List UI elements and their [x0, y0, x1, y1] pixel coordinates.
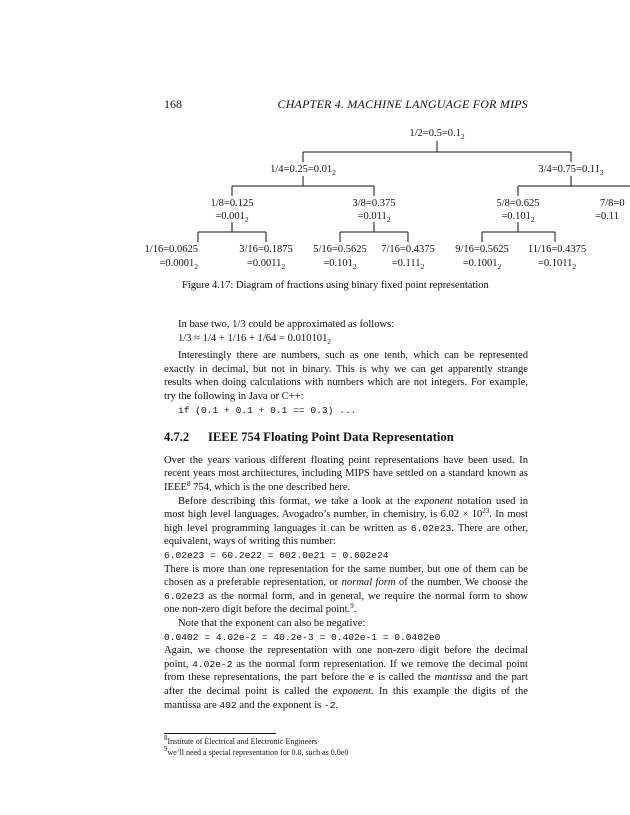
footnote-8: $^8$Institute of Electrical and Electronic Engineers [164, 734, 318, 746]
page-number: 168 [164, 97, 182, 111]
paragraph-one-tenth: Interestingly there are numbers, such as one tenth, which can be represented exactly in decimal, but not in binary. This is why we can get apparently strange results when doing calculations with numbers which are not integers. For example, try the following in Java or C++: [164, 350, 528, 403]
paragraph-negative-exponent: Note that the exponent can also be negative: [178, 617, 366, 629]
paragraph-mantissa: Again, we choose the representation with one non-zero digit before the decimal point, 4.02e-2 as the normal form representation. If we remove the decimal point from these representations, the part before the e is called the mantissa and the part after the decimal point is called the exponent. In this example the digits of the mantissa are 402 and the exponent is -2. [164, 645, 529, 711]
svg-text:9/16=0.5625: 9/16=0.5625 [455, 244, 509, 255]
svg-text:=0.1112: $=0.111_2$ [391, 258, 425, 271]
svg-text:7/16=0.4375: 7/16=0.4375 [381, 244, 435, 255]
footnote-rule [164, 733, 276, 734]
paragraph-ieee-intro: Over the years various different floating point representations have been used. In recent years most architectures, including MIPS have settled on a standard known as IEEE$^8$ 754, which is the one described here. [164, 454, 528, 494]
tree-node-quarter: $1/4=0.25=0.01_2$ [270, 164, 336, 177]
body-text [164, 318, 528, 712]
tree-node-5-16 [313, 244, 366, 271]
tree-node-7-16 [381, 244, 434, 271]
svg-text:=0.00012: $=0.0001_2$ [159, 258, 198, 271]
svg-text:=0.0012: $=0.001_2$ [215, 211, 249, 224]
tree-node-five-eighths [497, 198, 540, 224]
tree-node-seven-eighths [595, 198, 625, 222]
svg-text:=0.00112: $=0.0011_2$ [246, 258, 286, 271]
svg-text:11/16=0.4375: 11/16=0.4375 [527, 244, 587, 255]
svg-text:1/8=0.125: 1/8=0.125 [210, 198, 254, 209]
svg-text:3/16=0.1875: 3/16=0.1875 [239, 244, 293, 255]
tree-connectors [198, 141, 630, 242]
intro-paragraph: In base two, 1/3 could be approximated as follows: [178, 319, 395, 330]
tree-node-3-16 [239, 244, 292, 271]
paragraph-exponent-notation: Before describing this format, we take a look at the exponent notation used in most high level languages. Avogadro’s number, in chemistry, is $6.02 \times 10^{23}$. In most high level programming languages it can be written as 6.02e23. There are other, equivalent, ways of writing this number: [164, 495, 529, 548]
section-number: 4.7.2 [164, 430, 190, 445]
figure-caption: Figure 4.17: Diagram of fractions using binary fixed point representation [182, 280, 489, 291]
svg-text:=0.10112: $=0.1011_2$ [537, 258, 577, 271]
footnote-9: $^9$we’ll need a special representation for 0.0, such as 0.0e0 [164, 745, 349, 757]
svg-text:1/16=0.0625: 1/16=0.0625 [144, 244, 198, 255]
section-title: IEEE 754 Floating Point Data Representation [208, 430, 454, 445]
tree-node-eighth [211, 198, 254, 224]
tree-node-three-eighths [353, 198, 396, 224]
section-heading [164, 431, 528, 445]
tree-node-9-16 [455, 244, 508, 271]
tree-node-root: $1/2=0.5=0.1_2$ [409, 128, 465, 141]
tree-node-11-16 [528, 244, 586, 271]
footnote-ref-9: 9 [350, 602, 354, 611]
code-example-equivalent: 6.02e23 = 60.2e22 = 602.0e21 = 0.602e24 [164, 550, 389, 562]
paragraph-normal-form: There is more than one representation for the same number, but one of them can be chosen as a preferable representation, or normal form of the number. We choose the 6.02e23 as the normal form, and in general, we require the normal form to show one non-zero digit before the decimal point.$^9$. [164, 563, 528, 616]
svg-text:=0.0112: $=0.011_2$ [357, 211, 391, 224]
tree-node-three-quarters: $3/4=0.75=0.11_2$ [538, 164, 604, 177]
svg-text:5/8=0.625: 5/8=0.625 [496, 198, 540, 209]
tree-node-1-16 [145, 244, 199, 271]
svg-text:5/16=0.5625: 5/16=0.5625 [313, 244, 367, 255]
svg-text:=0.1012: $=0.101_2$ [501, 211, 535, 224]
svg-text:3/8=0.375: 3/8=0.375 [352, 198, 396, 209]
code-example-negative: 0.0402 = 4.02e-2 = 40.2e-3 = 0.402e-1 = 0.0402e0 [164, 631, 441, 643]
svg-text:=0.11: =0.11 [595, 211, 619, 222]
chapter-title: CHAPTER 4. MACHINE LANGUAGE FOR MIPS [277, 97, 528, 111]
approximation-equation: $1/3 \approx 1/4 + 1/16 + 1/64 = 0.010101_2$ [178, 332, 331, 346]
svg-text:=0.10012: $=0.1001_2$ [462, 258, 502, 271]
svg-text:7/8=0: 7/8=0 [600, 198, 625, 209]
code-example-if: if (0.1 + 0.1 + 0.1 == 0.3) ... [178, 404, 357, 416]
svg-text:=0.1012: $=0.101_2$ [323, 258, 357, 271]
footnote-ref-8: 8 [186, 480, 191, 489]
fraction-tree-diagram [0, 0, 630, 300]
